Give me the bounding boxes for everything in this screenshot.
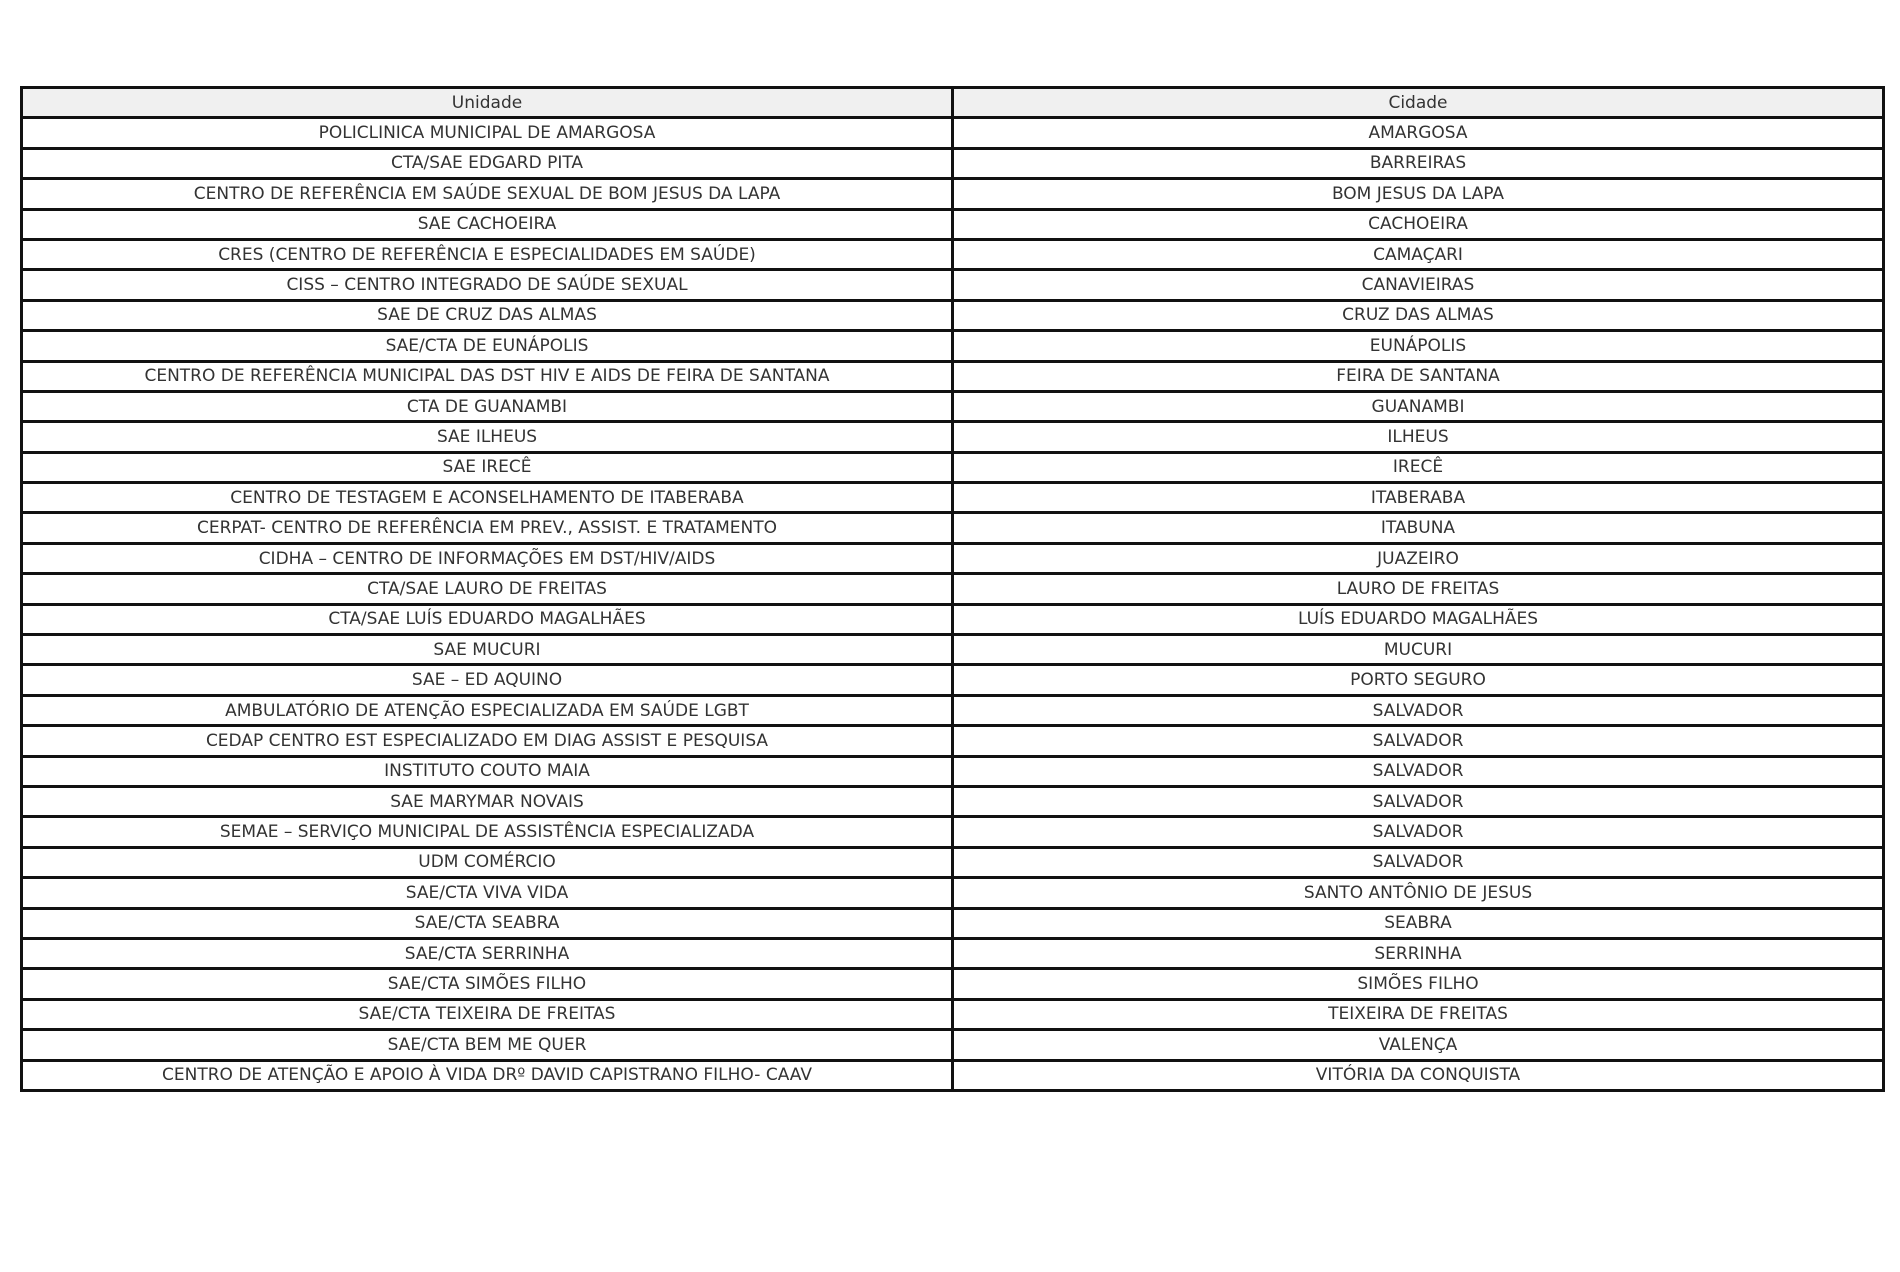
unidade-cell: CIDHA – CENTRO DE INFORMAÇÕES EM DST/HIV/AIDS — [22, 543, 953, 573]
cidade-cell: SEABRA — [953, 908, 1884, 938]
unidade-cell: CTA/SAE LAURO DE FREITAS — [22, 574, 953, 604]
table-row — [22, 756, 1884, 786]
table-row — [22, 1060, 1884, 1090]
column-header-cidade: Cidade — [953, 88, 1884, 118]
table-row — [22, 148, 1884, 178]
table-row — [22, 695, 1884, 725]
table-row — [22, 817, 1884, 847]
table-row — [22, 300, 1884, 330]
table-row — [22, 361, 1884, 391]
unidade-cell: POLICLINICA MUNICIPAL DE AMARGOSA — [22, 118, 953, 148]
unidade-cell: SAE/CTA VIVA VIDA — [22, 878, 953, 908]
unidade-cell: CEDAP CENTRO EST ESPECIALIZADO EM DIAG ASSIST E PESQUISA — [22, 726, 953, 756]
cidade-cell: GUANAMBI — [953, 391, 1884, 421]
unidade-cell: SAE DE CRUZ DAS ALMAS — [22, 300, 953, 330]
cidade-cell: JUAZEIRO — [953, 543, 1884, 573]
table-row — [22, 908, 1884, 938]
unidade-cell: SAE MUCURI — [22, 635, 953, 665]
cidade-cell: CRUZ DAS ALMAS — [953, 300, 1884, 330]
table-body — [22, 118, 1884, 1091]
table-row — [22, 938, 1884, 968]
table-row — [22, 270, 1884, 300]
cidade-cell: SIMÕES FILHO — [953, 969, 1884, 999]
table-row — [22, 391, 1884, 421]
cidade-cell: SALVADOR — [953, 756, 1884, 786]
unidade-cell: SAE/CTA SERRINHA — [22, 938, 953, 968]
unidade-cell: CTA/SAE EDGARD PITA — [22, 148, 953, 178]
unidade-cell: CENTRO DE REFERÊNCIA MUNICIPAL DAS DST HIV E AIDS DE FEIRA DE SANTANA — [22, 361, 953, 391]
cidade-cell: BOM JESUS DA LAPA — [953, 179, 1884, 209]
cidade-cell: CAMAÇARI — [953, 239, 1884, 269]
table-row — [22, 483, 1884, 513]
unidade-cell: CERPAT- CENTRO DE REFERÊNCIA EM PREV., ASSIST. E TRATAMENTO — [22, 513, 953, 543]
table-row — [22, 635, 1884, 665]
cidade-cell: MUCURI — [953, 635, 1884, 665]
unidade-cell: SAE/CTA SEABRA — [22, 908, 953, 938]
cidade-cell: IRECÊ — [953, 452, 1884, 482]
column-header-unidade: Unidade — [22, 88, 953, 118]
cidade-cell: TEIXEIRA DE FREITAS — [953, 999, 1884, 1029]
cidade-cell: LUÍS EDUARDO MAGALHÃES — [953, 604, 1884, 634]
cidade-cell: SERRINHA — [953, 938, 1884, 968]
cidade-cell: SALVADOR — [953, 695, 1884, 725]
unidade-cell: SAE/CTA SIMÕES FILHO — [22, 969, 953, 999]
unidade-cell: INSTITUTO COUTO MAIA — [22, 756, 953, 786]
table-row — [22, 543, 1884, 573]
unidade-cell: SAE – ED AQUINO — [22, 665, 953, 695]
unidade-cell: CENTRO DE ATENÇÃO E APOIO À VIDA DRº DAVID CAPISTRANO FILHO- CAAV — [22, 1060, 953, 1090]
cidade-cell: PORTO SEGURO — [953, 665, 1884, 695]
cidade-cell: SALVADOR — [953, 817, 1884, 847]
table-row — [22, 118, 1884, 148]
unidade-cell: SAE IRECÊ — [22, 452, 953, 482]
unidade-cell: UDM COMÉRCIO — [22, 847, 953, 877]
cidade-cell: ILHEUS — [953, 422, 1884, 452]
table-row — [22, 239, 1884, 269]
cidade-cell: SALVADOR — [953, 786, 1884, 816]
cidade-cell: ITABERABA — [953, 483, 1884, 513]
cidade-cell: LAURO DE FREITAS — [953, 574, 1884, 604]
unidade-cell: SAE ILHEUS — [22, 422, 953, 452]
cidade-cell: FEIRA DE SANTANA — [953, 361, 1884, 391]
cidade-cell: EUNÁPOLIS — [953, 331, 1884, 361]
unidade-cell: SAE/CTA BEM ME QUER — [22, 1030, 953, 1060]
table-row — [22, 847, 1884, 877]
units-table — [20, 86, 1885, 1092]
unidade-cell: CISS – CENTRO INTEGRADO DE SAÚDE SEXUAL — [22, 270, 953, 300]
unidade-cell: CTA DE GUANAMBI — [22, 391, 953, 421]
cidade-cell: BARREIRAS — [953, 148, 1884, 178]
cidade-cell: VITÓRIA DA CONQUISTA — [953, 1060, 1884, 1090]
table-row — [22, 969, 1884, 999]
unidade-cell: AMBULATÓRIO DE ATENÇÃO ESPECIALIZADA EM SAÚDE LGBT — [22, 695, 953, 725]
table-row — [22, 179, 1884, 209]
unidade-cell: SEMAE – SERVIÇO MUNICIPAL DE ASSISTÊNCIA ESPECIALIZADA — [22, 817, 953, 847]
unidade-cell: SAE/CTA TEIXEIRA DE FREITAS — [22, 999, 953, 1029]
table-row — [22, 331, 1884, 361]
table-row — [22, 574, 1884, 604]
unidade-cell: CRES (CENTRO DE REFERÊNCIA E ESPECIALIDADES EM SAÚDE) — [22, 239, 953, 269]
cidade-cell: ITABUNA — [953, 513, 1884, 543]
table-row — [22, 878, 1884, 908]
cidade-cell: CANAVIEIRAS — [953, 270, 1884, 300]
unidade-cell: CENTRO DE REFERÊNCIA EM SAÚDE SEXUAL DE BOM JESUS DA LAPA — [22, 179, 953, 209]
cidade-cell: VALENÇA — [953, 1030, 1884, 1060]
cidade-cell: CACHOEIRA — [953, 209, 1884, 239]
unidade-cell: CTA/SAE LUÍS EDUARDO MAGALHÃES — [22, 604, 953, 634]
cidade-cell: SANTO ANTÔNIO DE JESUS — [953, 878, 1884, 908]
table-row — [22, 999, 1884, 1029]
header-row — [22, 88, 1884, 118]
table-row — [22, 786, 1884, 816]
table-row — [22, 1030, 1884, 1060]
table-row — [22, 422, 1884, 452]
unidade-cell: SAE CACHOEIRA — [22, 209, 953, 239]
unidade-cell: SAE MARYMAR NOVAIS — [22, 786, 953, 816]
unidade-cell: SAE/CTA DE EUNÁPOLIS — [22, 331, 953, 361]
table-row — [22, 665, 1884, 695]
table-row — [22, 452, 1884, 482]
cidade-cell: SALVADOR — [953, 726, 1884, 756]
table-row — [22, 604, 1884, 634]
units-table-container — [20, 86, 1882, 1092]
unidade-cell: CENTRO DE TESTAGEM E ACONSELHAMENTO DE ITABERABA — [22, 483, 953, 513]
table-row — [22, 209, 1884, 239]
table-row — [22, 726, 1884, 756]
table-header — [22, 88, 1884, 118]
cidade-cell: AMARGOSA — [953, 118, 1884, 148]
cidade-cell: SALVADOR — [953, 847, 1884, 877]
table-row — [22, 513, 1884, 543]
